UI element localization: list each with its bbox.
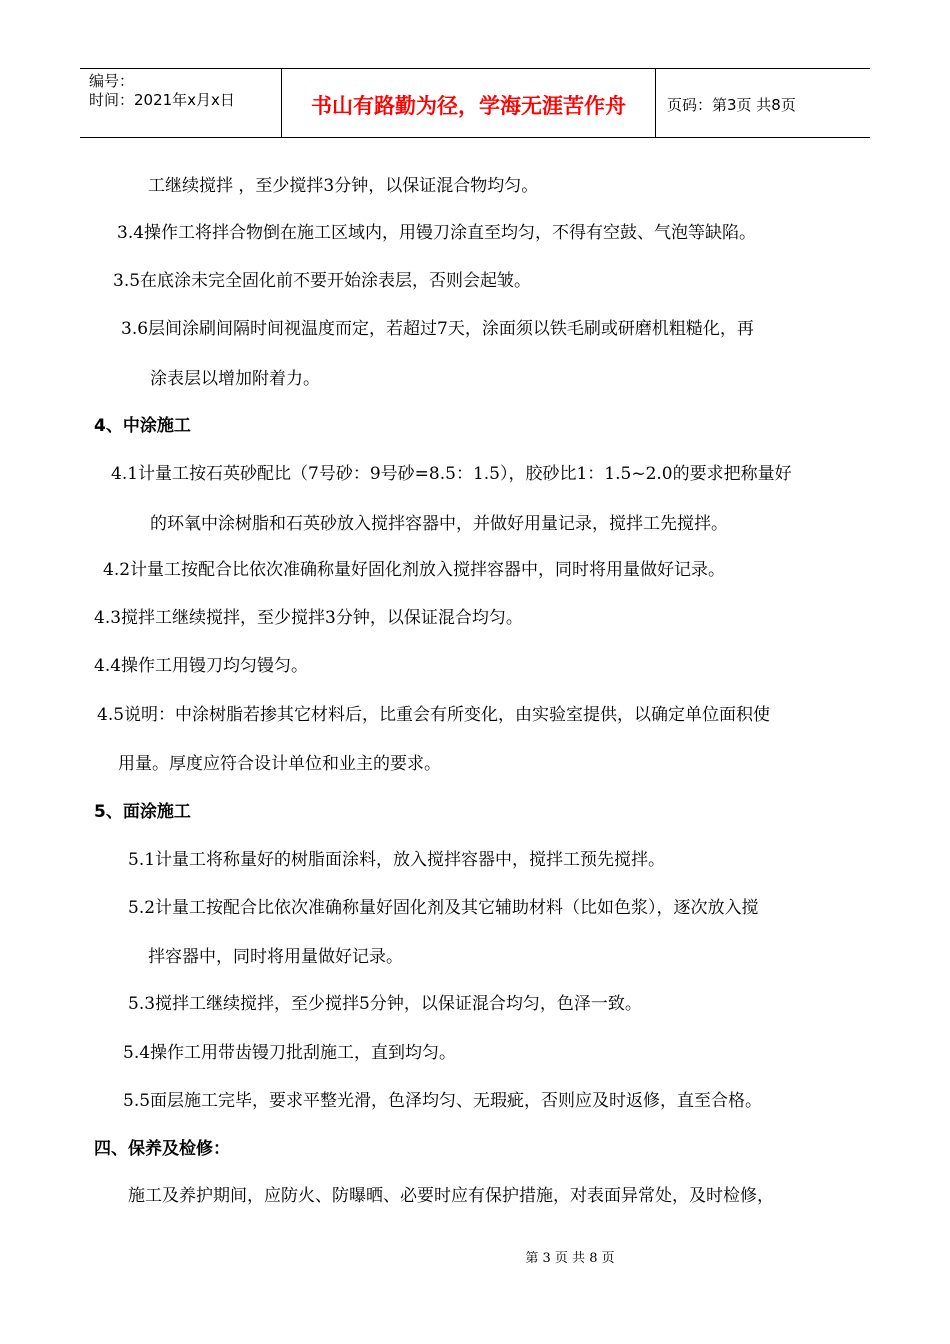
body-line-14: 5.2计量工按配合比依次准确称量好固化剂及其它辅助材料（比如色浆），逐次放入搅 [128,898,759,918]
body-line-9: 4.3搅拌工继续搅拌，至少搅拌3分钟，以保证混合均匀。 [94,608,523,628]
body-line-2: 3.4操作工将拌合物倒在施工区域内，用镘刀涂直至均匀，不得有空鼓、气泡等缺陷。 [117,223,757,243]
document-number-label: 编号： [89,72,135,90]
body-line-11: 4.5说明：中涂树脂若掺其它材料后，比重会有所变化，由实验室提供，以确定单位面积使 [97,705,771,725]
header-page-number: 页码：第3页 共8页 [667,95,796,114]
body-line-19: 施工及养护期间，应防火、防曝晒、必要时应有保护措施，对表面异常处，及时检修， [128,1186,774,1206]
body-line-4: 3.6层间涂刷间隔时间视温度而定，若超过7天，涂面须以铁毛刷或研磨机粗糙化，再 [121,319,754,339]
document-date: 时间：2021年x月x日 [89,91,235,109]
body-line-15: 拌容器中，同时将用量做好记录。 [148,947,403,967]
body-line-13: 5.1计量工将称量好的树脂面涂料，放入搅拌容器中，搅拌工预先搅拌。 [128,850,666,870]
page-footer: 第 3 页 共 8 页 [525,1251,615,1266]
page-header [80,68,870,138]
section-heading-4: 4、中涂施工 [94,416,191,436]
section-heading-maintenance: 四、保养及检修： [94,1139,230,1159]
body-line-6: 4.1计量工按石英砂配比（7号砂：9号砂=8.5：1.5），胶砂比1：1.5~2.0的要求把称量好 [111,464,792,484]
section-heading-5: 5、面涂施工 [94,802,191,822]
body-line-17: 5.4操作工用带齿镘刀批刮施工，直到均匀。 [123,1043,457,1063]
body-line-12: 用量。厚度应符合设计单位和业主的要求。 [118,754,441,774]
body-line-7: 的环氧中涂树脂和石英砂放入搅拌容器中，并做好用量记录，搅拌工先搅拌。 [150,514,728,534]
header-motto: 书山有路勤为径，学海无涯苦作舟 [282,69,656,137]
body-line-8: 4.2计量工按配合比依次准确称量好固化剂放入搅拌容器中，同时将用量做好记录。 [103,560,726,580]
body-line-3: 3.5在底涂未完全固化前不要开始涂表层，否则会起皱。 [113,271,532,291]
body-line-1: 工继续搅拌 ，至少搅拌3分钟，以保证混合物均匀。 [148,176,539,196]
body-line-18: 5.5面层施工完毕，要求平整光滑，色泽均匀、无瑕疵，否则应及时返修，直至合格。 [123,1091,763,1111]
body-line-10: 4.4操作工用镘刀均匀镘匀。 [94,656,309,676]
header-meta [80,69,282,137]
body-line-5: 涂表层以增加附着力。 [150,369,320,389]
body-line-16: 5.3搅拌工继续搅拌，至少搅拌5分钟，以保证混合均匀，色泽一致。 [128,994,642,1014]
